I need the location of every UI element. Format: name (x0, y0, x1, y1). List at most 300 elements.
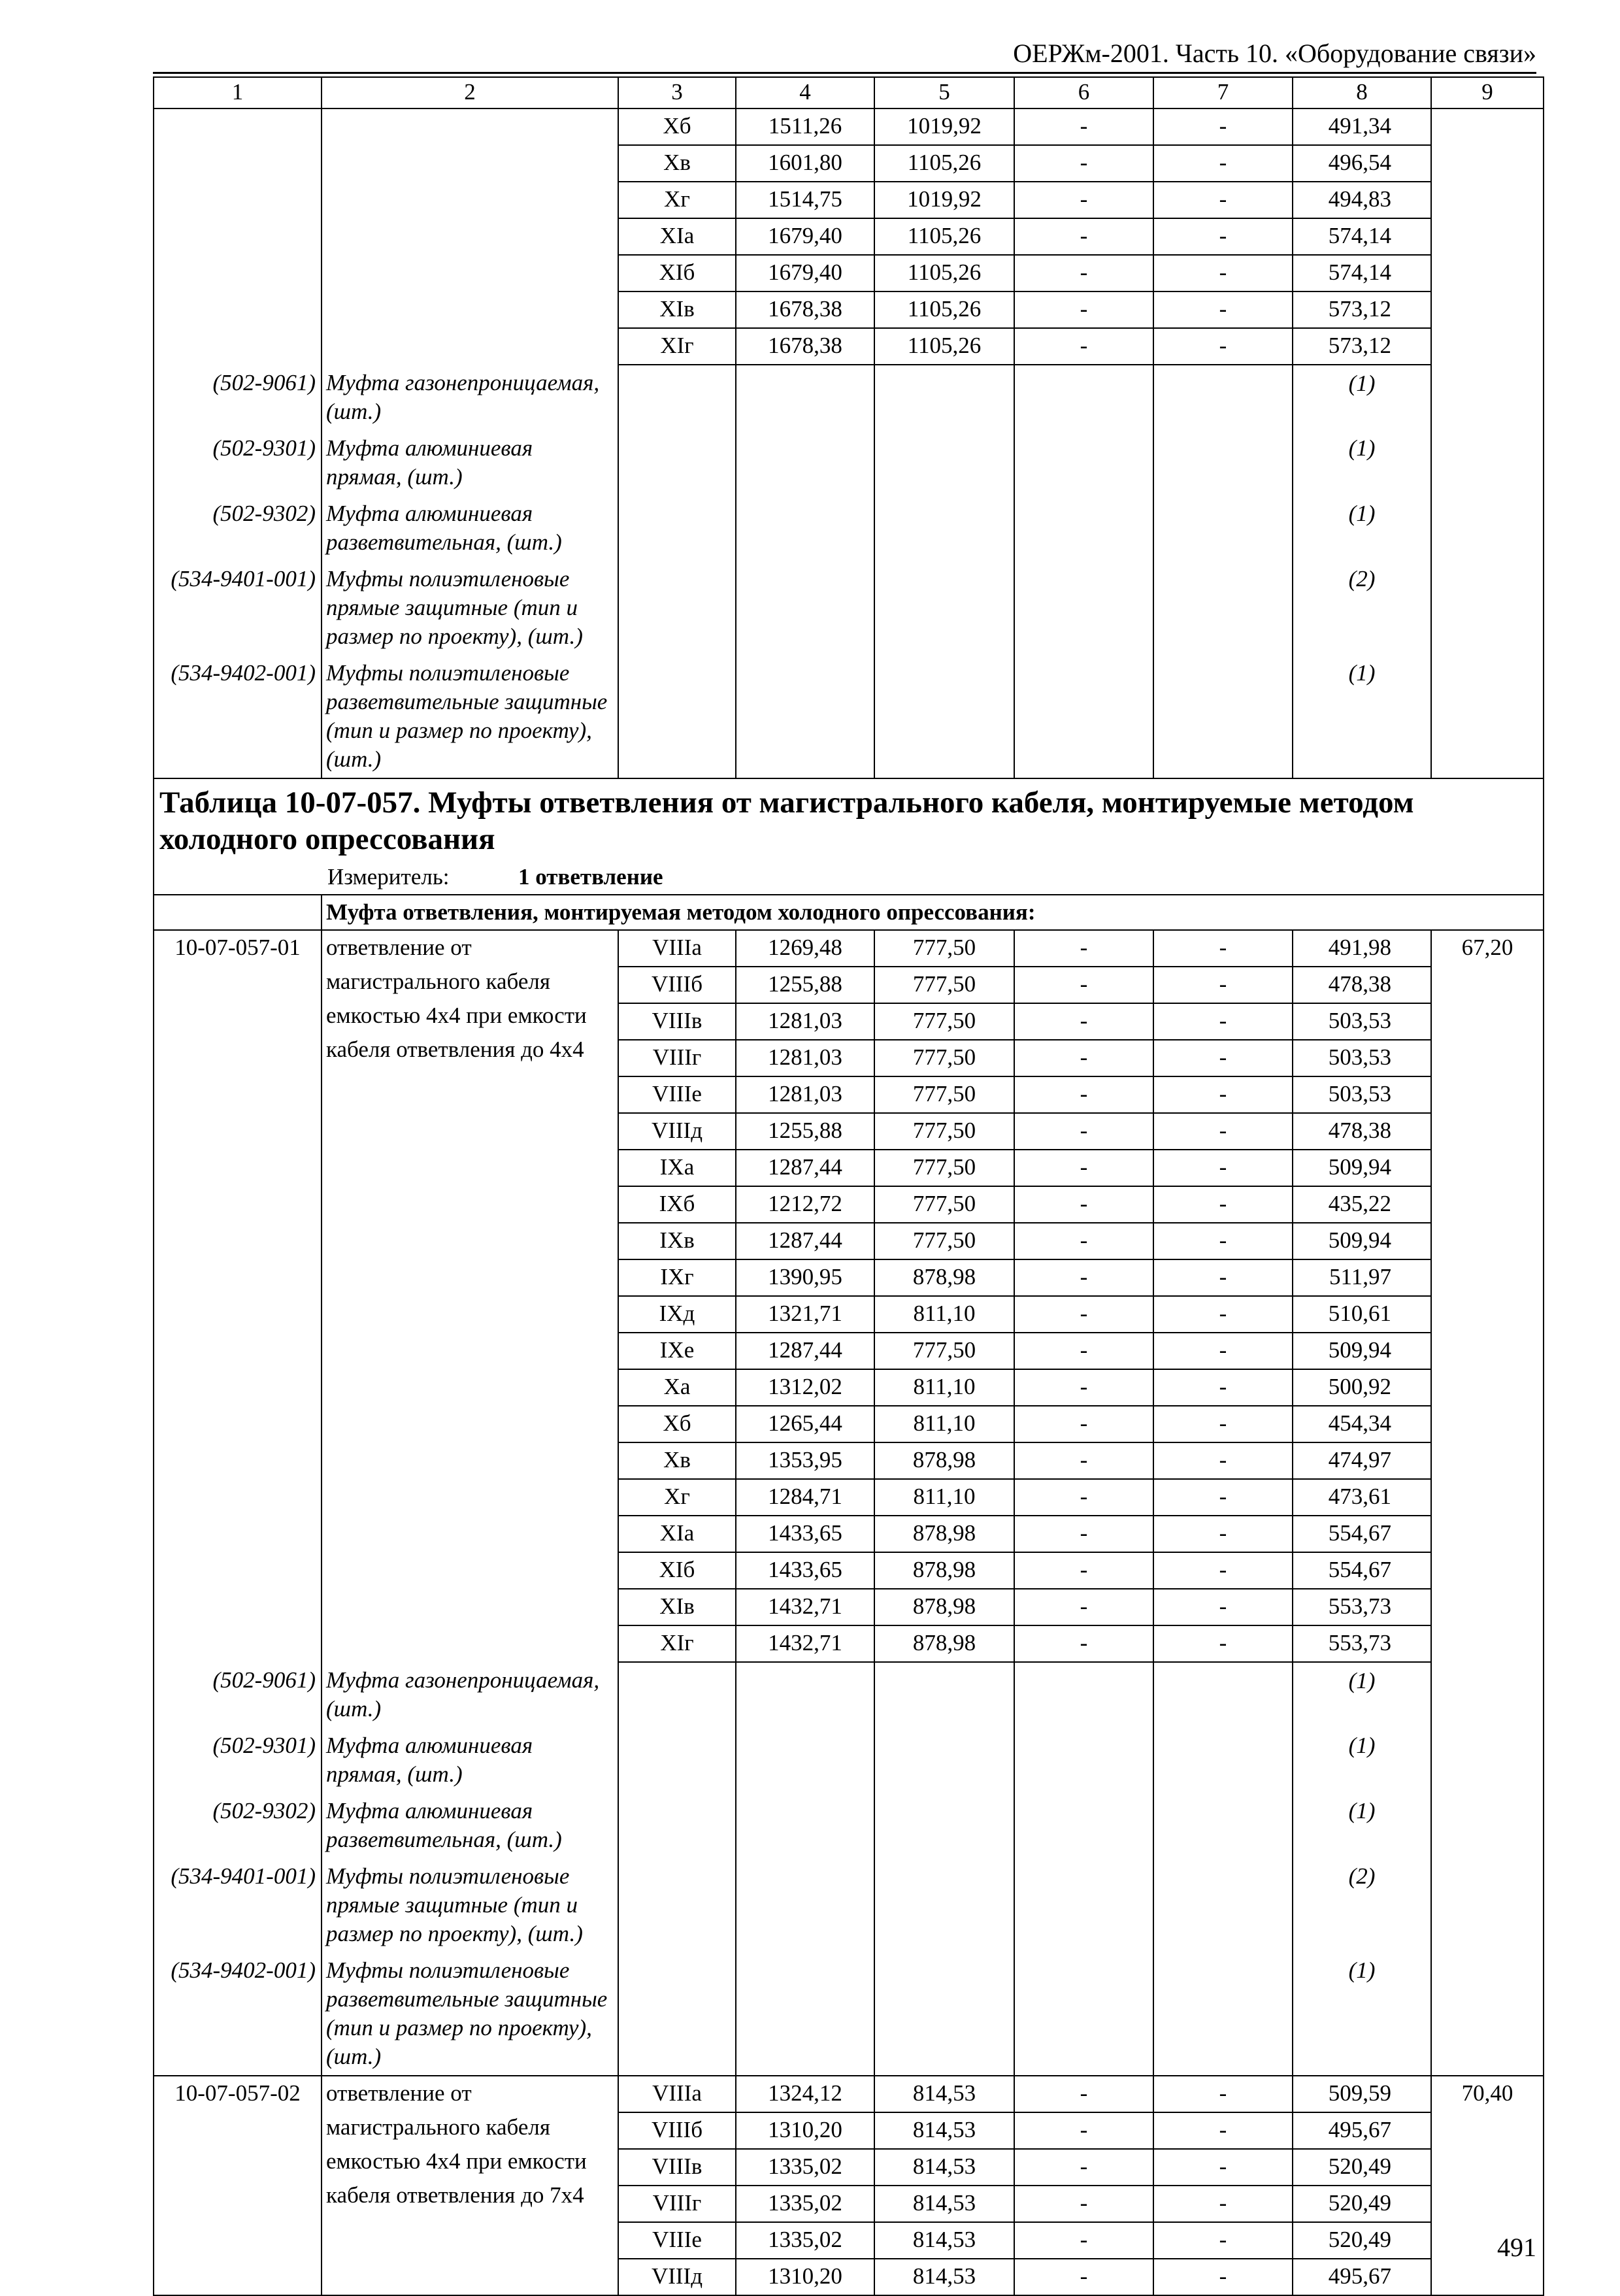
resource-name: Муфта алюминиевая разветвительная, (шт.) (322, 1793, 618, 1858)
region-zone: VIIIе (618, 1076, 736, 1113)
empty-cell (1431, 561, 1544, 655)
machine-cost: - (1014, 1333, 1153, 1369)
empty-cell (1153, 655, 1293, 778)
labor-cost: 878,98 (874, 1442, 1014, 1479)
empty-cell (322, 328, 618, 365)
materials-cost: 509,94 (1293, 1223, 1431, 1259)
table-row (154, 2076, 1544, 2112)
materials-cost: 510,61 (1293, 1296, 1431, 1333)
resource-name: Муфты полиэтиленовые прямые защитные (тип и размер по проекту), (шт.) (322, 561, 618, 655)
total-cost: 1255,88 (736, 967, 874, 1003)
resource-code: (534-9401-001) (154, 1858, 322, 1952)
empty-cell (736, 561, 874, 655)
materials-cost: 435,22 (1293, 1186, 1431, 1223)
total-cost: 1284,71 (736, 1479, 874, 1516)
resource-quantity: (1) (1293, 430, 1431, 495)
table-row (154, 182, 1544, 218)
materials-cost: 574,14 (1293, 218, 1431, 255)
empty-cell (1014, 1727, 1153, 1793)
price-table (153, 76, 1544, 2296)
empty-cell (874, 561, 1014, 655)
machine-cost: - (1014, 218, 1153, 255)
materials-cost: 573,12 (1293, 328, 1431, 365)
materials-cost: 491,34 (1293, 108, 1431, 145)
total-cost: 1432,71 (736, 1589, 874, 1625)
total-cost: 1335,02 (736, 2222, 874, 2259)
labor-cost: 777,50 (874, 1150, 1014, 1186)
resource-name: Муфты полиэтиленовые разветвительные защитные (тип и размер по проекту), (шт.) (322, 1952, 618, 2076)
empty-cell (618, 655, 736, 778)
labor-cost: 777,50 (874, 1186, 1014, 1223)
empty-cell (1153, 430, 1293, 495)
empty-cell (874, 655, 1014, 778)
machine-cost: - (1014, 1479, 1153, 1516)
column-number: 5 (874, 77, 1014, 108)
labor-cost: 777,50 (874, 967, 1014, 1003)
total-cost: 1287,44 (736, 1333, 874, 1369)
empty-cell (618, 1662, 736, 1727)
driver-labor-cost: - (1153, 1223, 1293, 1259)
resource-row (154, 1952, 1544, 2076)
empty-cell (736, 495, 874, 561)
resource-code: (502-9061) (154, 365, 322, 430)
region-zone: Хг (618, 1479, 736, 1516)
item-code: 10-07-057-01 (154, 930, 322, 1662)
driver-labor-cost: - (1153, 1479, 1293, 1516)
materials-cost: 553,73 (1293, 1625, 1431, 1662)
empty-cell (1014, 1662, 1153, 1727)
labor-cost: 814,53 (874, 2259, 1014, 2295)
driver-labor-cost: - (1153, 1076, 1293, 1113)
region-zone: IXд (618, 1296, 736, 1333)
meter (154, 860, 1543, 894)
empty-cell (154, 218, 322, 255)
empty-cell (154, 328, 322, 365)
total-cost: 1255,88 (736, 1113, 874, 1150)
empty-cell (1431, 328, 1544, 365)
resource-quantity: (1) (1293, 365, 1431, 430)
machine-cost: - (1014, 1076, 1153, 1113)
table-row (154, 108, 1544, 145)
empty-cell (1431, 108, 1544, 145)
column-number: 3 (618, 77, 736, 108)
machine-cost: - (1014, 930, 1153, 967)
total-cost: 1281,03 (736, 1003, 874, 1040)
machine-cost: - (1014, 2149, 1153, 2186)
total-cost: 1514,75 (736, 182, 874, 218)
materials-cost: 473,61 (1293, 1479, 1431, 1516)
empty-cell (1431, 1858, 1544, 1952)
resource-code: (502-9301) (154, 430, 322, 495)
region-zone: XIг (618, 1625, 736, 1662)
machine-cost: - (1014, 182, 1153, 218)
empty-cell (736, 1662, 874, 1727)
labor-cost: 1105,26 (874, 255, 1014, 291)
empty-cell (1431, 182, 1544, 218)
materials-cost: 520,49 (1293, 2222, 1431, 2259)
driver-labor-cost: - (1153, 1259, 1293, 1296)
materials-cost: 520,49 (1293, 2186, 1431, 2222)
labor-cost: 878,98 (874, 1589, 1014, 1625)
driver-labor-cost: - (1153, 930, 1293, 967)
machine-cost: - (1014, 2222, 1153, 2259)
resource-code: (502-9301) (154, 1727, 322, 1793)
resource-row (154, 1793, 1544, 1858)
total-cost: 1679,40 (736, 255, 874, 291)
empty-cell (874, 1793, 1014, 1858)
resource-code: (502-9302) (154, 1793, 322, 1858)
materials-cost: 496,54 (1293, 145, 1431, 182)
empty-cell (1431, 495, 1544, 561)
resource-code: (534-9402-001) (154, 1952, 322, 2076)
region-zone: VIIIг (618, 2186, 736, 2222)
resource-code: (534-9401-001) (154, 561, 322, 655)
materials-cost: 495,67 (1293, 2259, 1431, 2295)
column-number: 2 (322, 77, 618, 108)
driver-labor-cost: - (1153, 2186, 1293, 2222)
materials-cost: 574,14 (1293, 255, 1431, 291)
empty-cell (1014, 495, 1153, 561)
empty-cell (736, 365, 874, 430)
table-row (154, 328, 1544, 365)
resource-row (154, 655, 1544, 778)
region-zone: Хв (618, 1442, 736, 1479)
price-table-body (154, 77, 1544, 2295)
item-code: 10-07-057-02 (154, 2076, 322, 2295)
region-zone: Хб (618, 108, 736, 145)
column-number: 1 (154, 77, 322, 108)
machine-cost: - (1014, 1589, 1153, 1625)
page-header: ОЕРЖм-2001. Часть 10. «Оборудование связи» (1013, 39, 1536, 68)
table-row (154, 255, 1544, 291)
empty-cell (618, 495, 736, 561)
empty-cell (736, 1858, 874, 1952)
table-row (154, 291, 1544, 328)
labor-cost: 1019,92 (874, 108, 1014, 145)
resource-name: Муфты полиэтиленовые разветвительные защитные (тип и размер по проекту), (шт.) (322, 655, 618, 778)
labor-cost: 1105,26 (874, 145, 1014, 182)
driver-labor-cost: - (1153, 2222, 1293, 2259)
total-cost: 1287,44 (736, 1223, 874, 1259)
labor-cost: 814,53 (874, 2076, 1014, 2112)
empty-cell (1153, 1952, 1293, 2076)
labor-cost: 814,53 (874, 2186, 1014, 2222)
materials-cost: 503,53 (1293, 1003, 1431, 1040)
region-zone: Хг (618, 182, 736, 218)
labor-hours: 70,40 (1431, 2076, 1544, 2295)
total-cost: 1601,80 (736, 145, 874, 182)
empty-cell (1014, 430, 1153, 495)
machine-cost: - (1014, 1113, 1153, 1150)
labor-cost: 811,10 (874, 1296, 1014, 1333)
labor-cost: 878,98 (874, 1625, 1014, 1662)
resource-quantity: (2) (1293, 561, 1431, 655)
empty-cell (618, 365, 736, 430)
labor-cost: 777,50 (874, 1333, 1014, 1369)
resource-name: Муфта газонепроницаемая, (шт.) (322, 365, 618, 430)
labor-cost: 1105,26 (874, 218, 1014, 255)
materials-cost: 554,67 (1293, 1516, 1431, 1552)
empty-cell (874, 430, 1014, 495)
resource-quantity: (1) (1293, 1952, 1431, 2076)
empty-cell (618, 561, 736, 655)
materials-cost: 495,67 (1293, 2112, 1431, 2149)
driver-labor-cost: - (1153, 2149, 1293, 2186)
materials-cost: 491,98 (1293, 930, 1431, 967)
machine-cost: - (1014, 108, 1153, 145)
item-name: ответвление от магистрального кабеля емкостью 4х4 при емкости кабеля ответвления до 4х4 (322, 930, 618, 1662)
region-zone: IXб (618, 1186, 736, 1223)
materials-cost: 500,92 (1293, 1369, 1431, 1406)
labor-cost: 878,98 (874, 1552, 1014, 1589)
empty-cell (874, 495, 1014, 561)
resource-row (154, 365, 1544, 430)
page-number: 491 (1497, 2233, 1536, 2262)
driver-labor-cost: - (1153, 1625, 1293, 1662)
total-cost: 1281,03 (736, 1040, 874, 1076)
empty-cell (874, 1662, 1014, 1727)
column-number: 6 (1014, 77, 1153, 108)
materials-cost: 503,53 (1293, 1076, 1431, 1113)
materials-cost: 553,73 (1293, 1589, 1431, 1625)
empty-cell (618, 430, 736, 495)
total-cost: 1321,71 (736, 1296, 874, 1333)
total-cost: 1433,65 (736, 1516, 874, 1552)
materials-cost: 509,94 (1293, 1333, 1431, 1369)
region-zone: XIв (618, 291, 736, 328)
empty-cell (1014, 1952, 1153, 2076)
resource-row (154, 1858, 1544, 1952)
driver-labor-cost: - (1153, 2112, 1293, 2149)
materials-cost: 454,34 (1293, 1406, 1431, 1442)
region-zone: Хв (618, 145, 736, 182)
empty-cell (1153, 495, 1293, 561)
empty-cell (618, 1793, 736, 1858)
empty-cell (736, 430, 874, 495)
empty-cell (1431, 1662, 1544, 1727)
total-cost: 1678,38 (736, 328, 874, 365)
subheading-row (154, 895, 1544, 930)
machine-cost: - (1014, 1625, 1153, 1662)
region-zone: VIIIб (618, 2112, 736, 2149)
region-zone: IXа (618, 1150, 736, 1186)
empty-cell (618, 1952, 736, 2076)
resource-quantity: (2) (1293, 1858, 1431, 1952)
labor-cost: 814,53 (874, 2112, 1014, 2149)
meter-row (154, 860, 1544, 895)
machine-cost: - (1014, 291, 1153, 328)
driver-labor-cost: - (1153, 145, 1293, 182)
total-cost: 1335,02 (736, 2149, 874, 2186)
region-zone: XIб (618, 1552, 736, 1589)
resource-row (154, 1662, 1544, 1727)
table-row (154, 218, 1544, 255)
driver-labor-cost: - (1153, 2076, 1293, 2112)
total-cost: 1353,95 (736, 1442, 874, 1479)
machine-cost: - (1014, 1003, 1153, 1040)
driver-labor-cost: - (1153, 967, 1293, 1003)
resource-row (154, 495, 1544, 561)
region-zone: XIв (618, 1589, 736, 1625)
resource-name: Муфты полиэтиленовые прямые защитные (тип и размер по проекту), (шт.) (322, 1858, 618, 1952)
meter-value: 1 ответвление (518, 864, 663, 890)
empty-cell (1153, 1793, 1293, 1858)
region-zone: VIIIа (618, 930, 736, 967)
total-cost: 1281,03 (736, 1076, 874, 1113)
labor-cost: 811,10 (874, 1369, 1014, 1406)
empty-cell (618, 1858, 736, 1952)
table-row (154, 145, 1544, 182)
labor-cost: 878,98 (874, 1516, 1014, 1552)
empty-cell (1014, 365, 1153, 430)
region-zone: VIIIб (618, 967, 736, 1003)
labor-cost: 814,53 (874, 2222, 1014, 2259)
resource-name: Муфта алюминиевая прямая, (шт.) (322, 430, 618, 495)
driver-labor-cost: - (1153, 1552, 1293, 1589)
empty-cell (322, 218, 618, 255)
total-cost: 1310,20 (736, 2112, 874, 2149)
labor-cost: 777,50 (874, 930, 1014, 967)
empty-cell (1431, 218, 1544, 255)
region-zone: IXе (618, 1333, 736, 1369)
item-name: ответвление от магистрального кабеля емкостью 4х4 при емкости кабеля ответвления до 7х4 (322, 2076, 618, 2295)
empty-cell (1431, 1952, 1544, 2076)
machine-cost: - (1014, 1186, 1153, 1223)
machine-cost: - (1014, 1442, 1153, 1479)
resource-code: (534-9402-001) (154, 655, 322, 778)
region-zone: VIIIв (618, 2149, 736, 2186)
empty-cell (874, 1727, 1014, 1793)
total-cost: 1212,72 (736, 1186, 874, 1223)
machine-cost: - (1014, 1259, 1153, 1296)
total-cost: 1312,02 (736, 1369, 874, 1406)
driver-labor-cost: - (1153, 182, 1293, 218)
empty-cell (1153, 561, 1293, 655)
materials-cost: 509,59 (1293, 2076, 1431, 2112)
total-cost: 1390,95 (736, 1259, 874, 1296)
driver-labor-cost: - (1153, 1296, 1293, 1333)
resource-name: Муфта алюминиевая разветвительная, (шт.) (322, 495, 618, 561)
driver-labor-cost: - (1153, 255, 1293, 291)
resource-quantity: (1) (1293, 655, 1431, 778)
total-cost: 1678,38 (736, 291, 874, 328)
empty-cell (154, 895, 322, 930)
total-cost: 1310,20 (736, 2259, 874, 2295)
total-cost: 1335,02 (736, 2186, 874, 2222)
empty-cell (1153, 1858, 1293, 1952)
empty-cell (1431, 255, 1544, 291)
resource-code: (502-9302) (154, 495, 322, 561)
empty-cell (1014, 655, 1153, 778)
column-number: 7 (1153, 77, 1293, 108)
driver-labor-cost: - (1153, 1113, 1293, 1150)
driver-labor-cost: - (1153, 1589, 1293, 1625)
driver-labor-cost: - (1153, 1333, 1293, 1369)
materials-cost: 478,38 (1293, 1113, 1431, 1150)
labor-cost: 878,98 (874, 1259, 1014, 1296)
empty-cell (874, 1858, 1014, 1952)
machine-cost: - (1014, 1223, 1153, 1259)
table-row (154, 930, 1544, 967)
column-number-row (154, 77, 1544, 108)
subheading: Муфта ответвления, монтируемая методом холодного опрессования: (322, 895, 1544, 930)
total-cost: 1265,44 (736, 1406, 874, 1442)
total-cost: 1432,71 (736, 1625, 874, 1662)
empty-cell (1153, 365, 1293, 430)
column-number: 8 (1293, 77, 1431, 108)
column-number: 9 (1431, 77, 1544, 108)
empty-cell (322, 145, 618, 182)
empty-cell (736, 655, 874, 778)
empty-cell (154, 108, 322, 145)
empty-cell (1431, 655, 1544, 778)
machine-cost: - (1014, 1406, 1153, 1442)
resource-quantity: (1) (1293, 1793, 1431, 1858)
driver-labor-cost: - (1153, 291, 1293, 328)
empty-cell (1431, 365, 1544, 430)
resource-row (154, 430, 1544, 495)
empty-cell (1014, 1858, 1153, 1952)
driver-labor-cost: - (1153, 218, 1293, 255)
region-zone: VIIIе (618, 2222, 736, 2259)
region-zone: VIIIд (618, 1113, 736, 1150)
materials-cost: 554,67 (1293, 1552, 1431, 1589)
empty-cell (1153, 1662, 1293, 1727)
meter-cell (154, 860, 1544, 895)
driver-labor-cost: - (1153, 328, 1293, 365)
empty-cell (1014, 561, 1153, 655)
empty-cell (874, 365, 1014, 430)
resource-code: (502-9061) (154, 1662, 322, 1727)
resource-quantity: (1) (1293, 1727, 1431, 1793)
region-zone: IXв (618, 1223, 736, 1259)
materials-cost: 511,97 (1293, 1259, 1431, 1296)
region-zone: VIIIв (618, 1003, 736, 1040)
driver-labor-cost: - (1153, 1186, 1293, 1223)
driver-labor-cost: - (1153, 1150, 1293, 1186)
labor-cost: 777,50 (874, 1223, 1014, 1259)
region-zone: XIб (618, 255, 736, 291)
meter-label: Измеритель: (327, 864, 450, 890)
driver-labor-cost: - (1153, 1442, 1293, 1479)
empty-cell (618, 1727, 736, 1793)
empty-cell (1153, 1727, 1293, 1793)
machine-cost: - (1014, 1516, 1153, 1552)
resource-quantity: (1) (1293, 1662, 1431, 1727)
labor-hours: 67,20 (1431, 930, 1544, 1662)
empty-cell (1431, 291, 1544, 328)
materials-cost: 509,94 (1293, 1150, 1431, 1186)
region-zone: XIг (618, 328, 736, 365)
machine-cost: - (1014, 2076, 1153, 2112)
driver-labor-cost: - (1153, 1516, 1293, 1552)
table-title: Таблица 10-07-057. Муфты ответвления от магистрального кабеля, монтируемые методом холодного опрессования (154, 778, 1544, 860)
empty-cell (322, 255, 618, 291)
machine-cost: - (1014, 1552, 1153, 1589)
materials-cost: 503,53 (1293, 1040, 1431, 1076)
machine-cost: - (1014, 255, 1153, 291)
machine-cost: - (1014, 967, 1153, 1003)
labor-cost: 777,50 (874, 1040, 1014, 1076)
labor-cost: 1105,26 (874, 328, 1014, 365)
empty-cell (154, 182, 322, 218)
driver-labor-cost: - (1153, 2259, 1293, 2295)
empty-cell (154, 255, 322, 291)
materials-cost: 478,38 (1293, 967, 1431, 1003)
empty-cell (874, 1952, 1014, 2076)
resource-row (154, 1727, 1544, 1793)
materials-cost: 494,83 (1293, 182, 1431, 218)
